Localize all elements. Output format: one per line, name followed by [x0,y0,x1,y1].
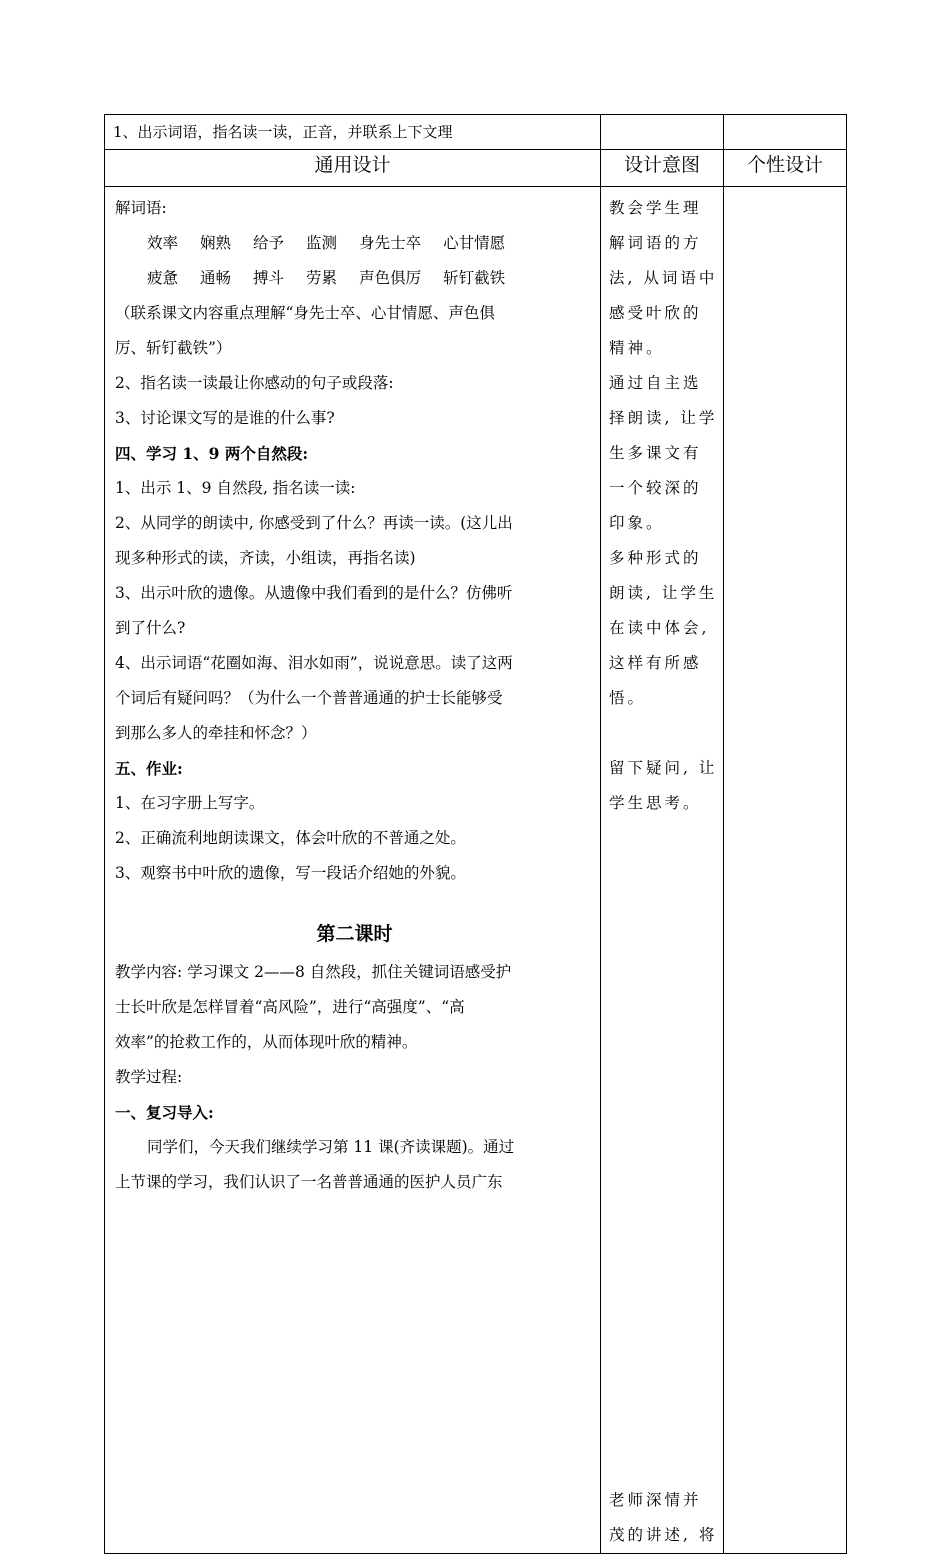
teaching-content-line-2: 士长叶欣是怎样冒着“高风险”，进行“高强度”、“高 [115,998,465,1016]
vocab-word: 劳累 [306,269,338,287]
section-4-item-1: 1、出示 1、9 自然段, 指名读一读: [115,479,356,497]
spacer [609,716,719,751]
intent-line: 多种形式的 [609,549,702,567]
homework-3: 3、观察书中叶欣的遗像，写一段话介绍她的外貌。 [115,864,466,882]
header-personal-design: 个性设计 [724,150,847,187]
homework-2: 2、正确流利地朗读课文，体会叶欣的不普通之处。 [115,829,466,847]
vocab-intro: 解词语: [115,199,167,217]
step-3: 3、讨论课文写的是谁的什么事? [115,409,335,427]
vocab-word: 娴熟 [200,234,232,252]
vocab-word: 声色俱厉 [359,269,422,287]
homework-1: 1、在习字册上写字。 [115,794,265,812]
carryover-row [105,115,847,150]
intent-line: 通过自主选 [609,374,702,392]
section-1-heading: 一、复习导入: [115,1103,214,1122]
vocab-word: 通畅 [200,269,232,287]
intent-line: 茂的讲述, 将 [609,1526,718,1544]
design-intent-cell [601,187,724,1554]
vocab-word: 搏斗 [253,269,285,287]
header-row [105,150,847,187]
spacer [609,821,719,1483]
intent-line: 悟。 [609,689,647,707]
review-line-2: 上节课的学习，我们认识了一名普普通通的医护人员广东 [115,1173,503,1191]
vocab-note-line-2: 厉、斩钉截铁”） [115,339,232,357]
carryover-text: 1、出示词语，指名读一读，正音，并联系上下文理 [113,123,453,141]
section-4-item-4-line-2: 个词后有疑问吗？（为什么一个普普通通的护士长能够受 [115,689,503,707]
carryover-cell [105,115,601,150]
vocab-row-2 [115,261,594,296]
vocab-word: 身先士卒 [359,234,422,252]
vocab-row-1 [115,226,594,261]
teaching-content-line-1: 教学内容: 学习课文 2——8 自然段，抓住关键词语感受护 [115,963,512,981]
intent-line: 择朗读, 让学 [609,409,718,427]
step-2: 2、指名读一读最让你感动的句子或段落: [115,374,394,392]
vocab-word: 监测 [306,234,338,252]
teaching-process-label: 教学过程: [115,1068,183,1086]
vocab-word: 疲惫 [147,269,179,287]
body-row [105,187,847,1554]
intent-line: 生多课文有 [609,444,702,462]
header-general-design: 通用设计 [105,150,601,187]
intent-line: 感受叶欣的 [609,304,702,322]
section-5-heading: 五、作业: [115,759,183,778]
section-4-item-4-line-1: 4、出示词语“花圈如海、泪水如雨”，说说意思。读了这两 [115,654,513,672]
intent-line: 解词语的方 [609,234,702,252]
intent-line: 教会学生理 [609,199,702,217]
teaching-content-line-3: 效率”的抢救工作的，从而体现叶欣的精神。 [115,1033,418,1051]
intent-line: 这样有所感 [609,654,702,672]
intent-line: 法, 从词语中 [609,269,718,287]
intent-line: 印象。 [609,514,665,532]
lesson-plan-table [104,114,847,1554]
intent-line: 留下疑问, 让 [609,759,718,777]
review-line-1: 同学们，今天我们继续学习第 11 课(齐读课题)。通过 [147,1138,515,1156]
section-4-item-2-line-2: 现多种形式的读，齐读，小组读，再指名读) [115,549,416,567]
section-4-item-4-line-3: 到那么多人的牵挂和怀念？） [115,724,317,742]
lesson-2-title: 第二课时 [316,923,393,945]
vocab-word: 效率 [147,234,179,252]
header-design-intent: 设计意图 [601,150,724,187]
carryover-personal-cell [724,115,847,150]
vocab-word: 心甘情愿 [443,234,506,252]
intent-line: 学生思考。 [609,794,702,812]
general-design-cell [105,187,601,1554]
section-4-heading: 四、学习 1、9 两个自然段: [115,444,309,463]
section-4-item-2-line-1: 2、从同学的朗读中, 你感受到了什么？再读一读。(这儿出 [115,514,513,532]
vocab-note-line-1: （联系课文内容重点理解“身先士卒、心甘情愿、声色俱 [115,304,495,322]
vocab-word: 斩钉截铁 [443,269,506,287]
intent-line: 朗读, 让学生 [609,584,718,602]
section-4-item-3-line-2: 到了什么? [115,619,186,637]
personal-design-cell [724,187,847,1554]
carryover-intent-cell [601,115,724,150]
intent-line: 一个较深的 [609,479,702,497]
intent-line: 在读中体会, [609,619,710,637]
section-4-item-3-line-1: 3、出示叶欣的遗像。从遗像中我们看到的是什么？仿佛听 [115,584,513,602]
intent-line: 老师深情并 [609,1491,702,1509]
vocab-word: 给予 [253,234,285,252]
intent-line: 精神。 [609,339,665,357]
